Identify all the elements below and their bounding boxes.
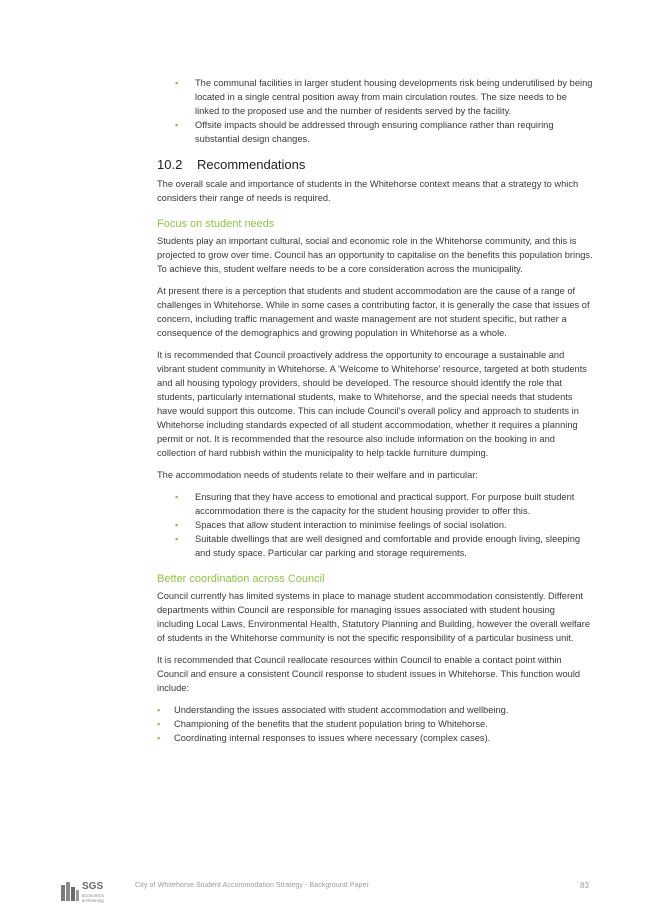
page-footer [0, 876, 653, 906]
section-title: Recommendations [197, 157, 306, 172]
list-item: ▪ Spaces that allow student interaction to minimise feelings of social isolation. [175, 520, 507, 530]
paragraph: Students play an important cultural, social and economic role in the Whitehorse community, and this is projected to grow over time. Council has an opportunity to capitalise on the benefits this population brings. To achieve this, student welfare needs to be a core consideration across the municipality. [157, 236, 593, 274]
paragraph: It is recommended that Council proactively address the opportunity to encourage a sustainable and vibrant student community in Whitehorse. A ‘Welcome to Whitehorse’ resource, targeted at both students and all housing typology providers, should be developed. The resource should identify the role that students, particularly international students, make to Whitehorse, and the special needs that students have would support this outcome. This can include Council’s overall policy and approach to students in Whitehorse including standards expected of all student accommodation, whether it requires a planning permit or not. It is recommended that the resource also include information on the booking in and collection of hard rubbish within the municipality to help tackle furniture dumping. [157, 350, 587, 458]
intro-bullet-list [157, 76, 593, 146]
bullet-icon: ▪ [175, 78, 179, 88]
bullet-icon: ▪ [175, 520, 179, 530]
bullet-icon: ▪ [157, 705, 161, 715]
needs-bullet-list [157, 490, 593, 560]
page-number: 83 [580, 881, 589, 890]
section-heading [157, 156, 593, 174]
paragraph: The accommodation needs of students relate to their welfare and in particular: [157, 470, 478, 480]
list-item: ▪ Understanding the issues associated with student accommodation and wellbeing. [157, 705, 509, 715]
list-item: ▪ Coordinating internal responses to issues where necessary (complex cases). [157, 733, 491, 743]
list-item: ▪ Ensuring that they have access to emotional and practical support. For purpose built student accommodation there is the capacity for the student housing provider to offer this. [175, 492, 575, 516]
bullet-icon: ▪ [175, 120, 179, 130]
list-item: ▪ Offsite impacts should be addressed through ensuring compliance rather than requiring substantial design changes. [175, 120, 554, 144]
paragraph: At present there is a perception that students and student accommodation are the cause of a range of challenges in Whitehorse. While in some cases a contributing factor, it is generally the case that issues of concern, including traffic management and waste management are not student specific, but rather a consequence of the demographics and growing population in Whitehorse as a whole. [157, 286, 590, 338]
list-item: ▪ Championing of the benefits that the student population bring to Whitehorse. [157, 719, 488, 729]
footer-document-title: City of Whitehorse Student Accommodation Strategy - Background Paper [135, 882, 370, 889]
list-item: ▪ The communal facilities in larger student housing developments risk being underutilised by being located in a single central position away from main circulation routes. The size needs to be linked to the proposed use and the number of residents served by the facility. [175, 78, 593, 116]
bullet-icon: ▪ [175, 534, 179, 544]
list-item: ▪ Suitable dwellings that are well designed and comfortable and provide enough living, sleeping and study space. Particular car parking and storage requirements. [175, 534, 581, 558]
bullet-icon: ▪ [175, 492, 179, 502]
bullet-icon: ▪ [157, 733, 161, 743]
section-intro: The overall scale and importance of students in the Whitehorse context means that a strategy to which considers their range of needs is required. [157, 179, 579, 203]
bullet-icon: ▪ [157, 719, 161, 729]
function-bullet-list [157, 703, 593, 745]
paragraph: It is recommended that Council reallocate resources within Council to enable a contact point within Council and ensure a consistent Council response to student issues in Whitehorse. This function would include: [157, 655, 581, 693]
sgs-logo [60, 879, 120, 905]
sgs-logo-mark-icon [60, 881, 80, 903]
section-number: 10.2 [157, 157, 183, 172]
logo-text: SGS [82, 881, 104, 892]
logo-subtext: Economics & Planning [82, 893, 105, 903]
paragraph: Council currently has limited systems in place to manage student accommodation consistently. Different departments within Council are responsible for managing issues associated with student housing including Local Laws, Environmental Health, Statutory Planning and Building, however the overall welfare of students in the Whitehorse community is not the specific responsibility of a particular business unit. [157, 591, 591, 643]
subheading-coordination: Better coordination across Council [157, 573, 325, 585]
subheading-focus: Focus on student needs [157, 218, 275, 230]
page-content [157, 76, 593, 745]
